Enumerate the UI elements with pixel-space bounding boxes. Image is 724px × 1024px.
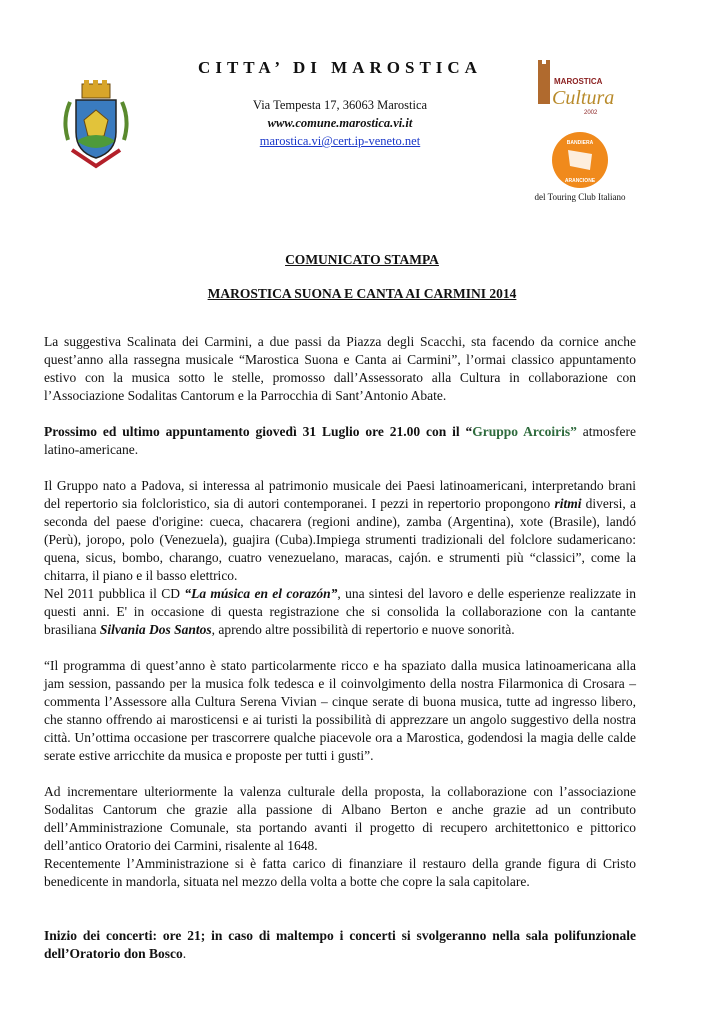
- body-text: [44, 333, 636, 963]
- group-text-a: Il Gruppo nato a Padova, si interessa al patrimonio musicale dei Paesi latinoamericani, interpretando brani del repertorio sia folcloristico, sia di autori contemporanei. I pezzi in repertorio propongono: [44, 478, 636, 511]
- singer-name: Silvania Dos Santos: [99, 622, 212, 637]
- marostica-cultura-logo: [536, 58, 622, 116]
- cultura-logo-year: 2002: [584, 110, 598, 116]
- svg-text:BANDIERA: BANDIERA: [566, 140, 594, 146]
- marostica-crest-icon: [58, 80, 134, 172]
- cd-title: “La música en el corazón”: [184, 586, 338, 601]
- email-link[interactable]: marostica.vi@cert.ip-veneto.net: [259, 134, 421, 148]
- paragraph-sodalitas: Ad incrementare ulteriormente la valenza culturale della proposta, la collaborazione con l’associazione Sodalitas Cantorum che grazie alla passione di Albano Berton e anche grazie ad un contributo dell’Amministrazione Comunale, sta portando avanti il progetto di recupero architettonico e pittorico dell’antico Oratorio dei Carmini, risalente al 1648.: [44, 784, 636, 853]
- paragraph-group: [44, 477, 636, 585]
- ritmi-emphasis: ritmi: [554, 496, 582, 511]
- concert-start-bold: Inizio dei concerti: ore 21; in caso di maltempo i concerti si svolgeranno nella sala polifunzionale dell’Oratorio don Bosco: [44, 928, 636, 961]
- next-event-bold: Prossimo ed ultimo appuntamento giovedì 31 Luglio ore 21.00 con il “: [44, 424, 473, 439]
- paragraph-quote: “Il programma di quest’anno è stato particolarmente ricco e ha spaziato dalla musica latinoamericana alla jam session, passando per la musica folk tedesca e il coinvolgimento della nostra Filarmonica di Crosara – commenta l’Assessore alla Cultura Serena Vivian – cinque serate di buona musica, tutte ad ingresso libero, che stanno offrendo ai marosticensi e ai turisti la possibilità di apprezzare un angolo suggestivo della nostra città. Un’ottima occasione per trascorrere qualche piacevole ora a Marostica, godendosi la magia delle calde serate estive arricchite da musica e proposte per tutti i gusti”.: [44, 658, 636, 763]
- cultura-logo-text: MAROSTICA: [554, 77, 603, 86]
- address: Via Tempesta 17, 36063 Marostica: [252, 98, 428, 112]
- cd-text-c: , aprendo altre possibilità di repertorio e nuove sonorità.: [211, 622, 515, 637]
- website[interactable]: www.comune.marostica.vi.it: [267, 116, 413, 130]
- comunicato-heading: COMUNICATO STAMPA: [285, 252, 439, 267]
- group-name: Gruppo Arcoiris”: [472, 424, 577, 439]
- cd-text-b: , una sintesi del lavoro e delle esperienze realizzate in questi anni. E' in occasione di questa registrazione che si consolida la collaborazione con la cantante brasiliana: [44, 586, 636, 637]
- group-text-b: diversi, a seconda del paese d'origine: cueca, chacarera (regioni andine), zamba (Argentina), xote (Brasile), landó (Perù), joropo, polo (Venezuela), guajira (Cuba).Impiega strumenti tradizionali del folclore sudamericano: quena, sicus, bombo, charango, cuatro venezuelano, maracas, cajón. e strumenti più “classici”, come la chitarra, il piano e il basso elettrico.: [44, 496, 636, 583]
- paragraph-restauro: Recentemente l’Amministrazione si è fatta carico di finanziare il restauro della grande figura di Cristo benedicente in mandorla, situata nel mezzo della volta a botte che copre la sala capitolare.: [44, 856, 636, 889]
- paragraph-intro: La suggestiva Scalinata dei Carmini, a due passi da Piazza degli Scacchi, sta facendo da cornice anche quest’anno alla rassegna musicale “Marostica Suona e Canta ai Carmini”, l’ormai classico appuntamento estivo con la musica sotto le stelle, promosso dall’Assessorato alla Cultura in collaborazione con l’Associazione Sodalitas Cantorum e la Parrocchia di Sant’Antonio Abate.: [44, 334, 636, 403]
- paragraph-concert-start: [44, 927, 636, 963]
- paragraph-cd: [44, 585, 636, 639]
- letterhead: [160, 58, 520, 150]
- paragraph-next-event: [44, 423, 636, 459]
- next-event-tail: atmosfere latino-americane.: [44, 424, 636, 457]
- touring-club-caption: del Touring Club Italiano: [534, 192, 626, 202]
- svg-text:ARANCIONE: ARANCIONE: [564, 178, 596, 184]
- concert-start-tail: .: [182, 946, 187, 961]
- bandiera-arancione-logo: [550, 130, 610, 190]
- cultura-logo-script: Cultura: [552, 87, 615, 109]
- document-title: MAROSTICA SUONA E CANTA AI CARMINI 2014: [207, 286, 517, 301]
- cd-text-a: Nel 2011 pubblica il CD: [44, 586, 185, 601]
- city-name: CITTA’ DI MAROSTICA: [198, 58, 482, 77]
